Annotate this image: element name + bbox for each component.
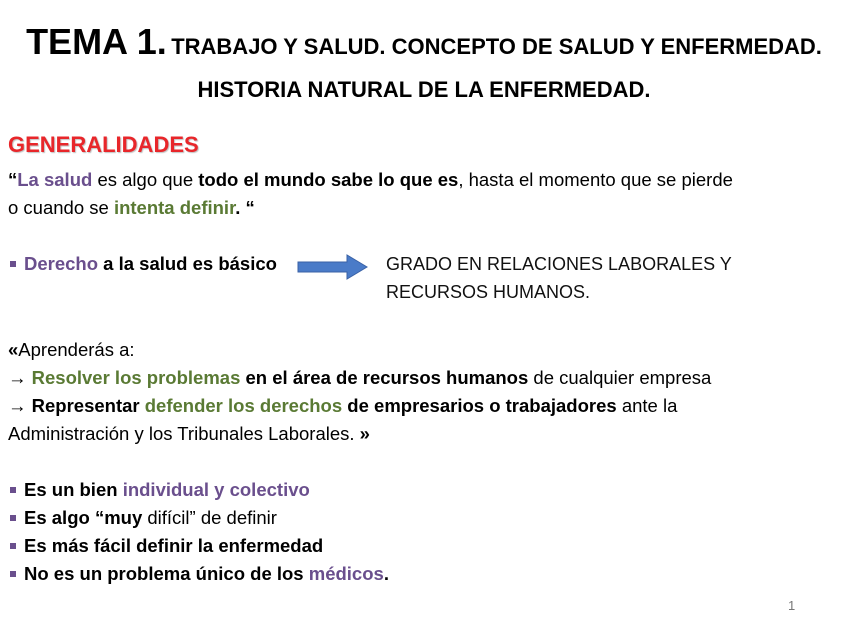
aprenderas-intro — [8, 336, 135, 364]
right-arrow-icon — [297, 254, 369, 280]
title-number: TEMA 1. — [26, 21, 167, 62]
bullet-square-icon — [10, 571, 16, 577]
bullet4-period: . — [383, 563, 389, 584]
degree-line-1: GRADO EN RELACIONES LABORALES Y — [386, 254, 732, 274]
item1-term: Resolver los problemas — [31, 367, 241, 388]
item1-text: de cualquier empresa — [528, 367, 712, 388]
slide-title — [20, 22, 828, 113]
bullet4-text: No es un problema único de los — [24, 563, 309, 584]
bullet3-text: Es más fácil definir la enfermedad — [24, 535, 324, 556]
bullet1-text: Es un bien — [24, 479, 123, 500]
bullet-item-4 — [8, 560, 389, 588]
item2-text: ante la — [616, 395, 678, 416]
derecho-text: a la salud es básico — [98, 253, 277, 274]
bullet-square-icon — [10, 543, 16, 549]
quote-emphasis: todo el mundo sabe lo que es — [198, 169, 459, 190]
quote-close-mark: . “ — [235, 197, 255, 218]
guillemet-close: » — [359, 423, 370, 444]
quote-line-2 — [8, 194, 255, 222]
quote-term-salud: La salud — [17, 169, 93, 190]
bullet-item-3 — [8, 532, 323, 560]
bullet-square-icon — [10, 515, 16, 521]
quote-open-mark: “ — [8, 169, 18, 190]
quote-text: , hasta el momento que se pierde — [458, 169, 733, 190]
item1-emphasis: en el área de recursos humanos — [240, 367, 529, 388]
aprenderas-item-1 — [8, 364, 711, 392]
title-text: TRABAJO Y SALUD. CONCEPTO DE SALUD Y ENFERMEDAD. HISTORIA NATURAL DE LA ENFERMEDAD. — [171, 34, 822, 102]
line3-text: Administración y los Tribunales Laborales. — [8, 423, 360, 444]
guillemet-open: « — [8, 339, 19, 360]
degree-label — [386, 250, 732, 306]
bullet2-emphasis: Es algo “muy — [24, 507, 143, 528]
item2-term: Representar — [31, 395, 140, 416]
arrow-glyph: → — [8, 395, 27, 416]
quote-text: o cuando se — [8, 197, 114, 218]
aprenderas-line-3 — [8, 420, 370, 448]
quote-term-definir: intenta definir — [113, 197, 236, 218]
bullet-square-icon — [10, 487, 16, 493]
aprenderas-item-2 — [8, 392, 677, 420]
item2-emphasis: de empresarios o trabajadores — [342, 395, 617, 416]
bullet2-text: difícil” de definir — [142, 507, 277, 528]
item2-green-term: defender los derechos — [144, 395, 343, 416]
degree-line-2: RECURSOS HUMANOS. — [386, 282, 591, 302]
derecho-line — [8, 250, 277, 278]
bullet4-term: médicos — [308, 563, 384, 584]
bullet-item-1 — [8, 476, 310, 504]
quote-line-1 — [8, 166, 733, 194]
quote-text: es algo que — [92, 169, 199, 190]
arrow-glyph: → — [8, 367, 27, 388]
page-number: 1 — [788, 598, 796, 613]
aprenderas-intro-text: Aprenderás a: — [18, 339, 135, 360]
section-heading: GENERALIDADES — [8, 132, 199, 157]
derecho-term: Derecho — [24, 253, 99, 274]
bullet-square-icon — [10, 261, 16, 267]
bullet-item-2 — [8, 504, 277, 532]
bullet1-term: individual y colectivo — [122, 479, 310, 500]
